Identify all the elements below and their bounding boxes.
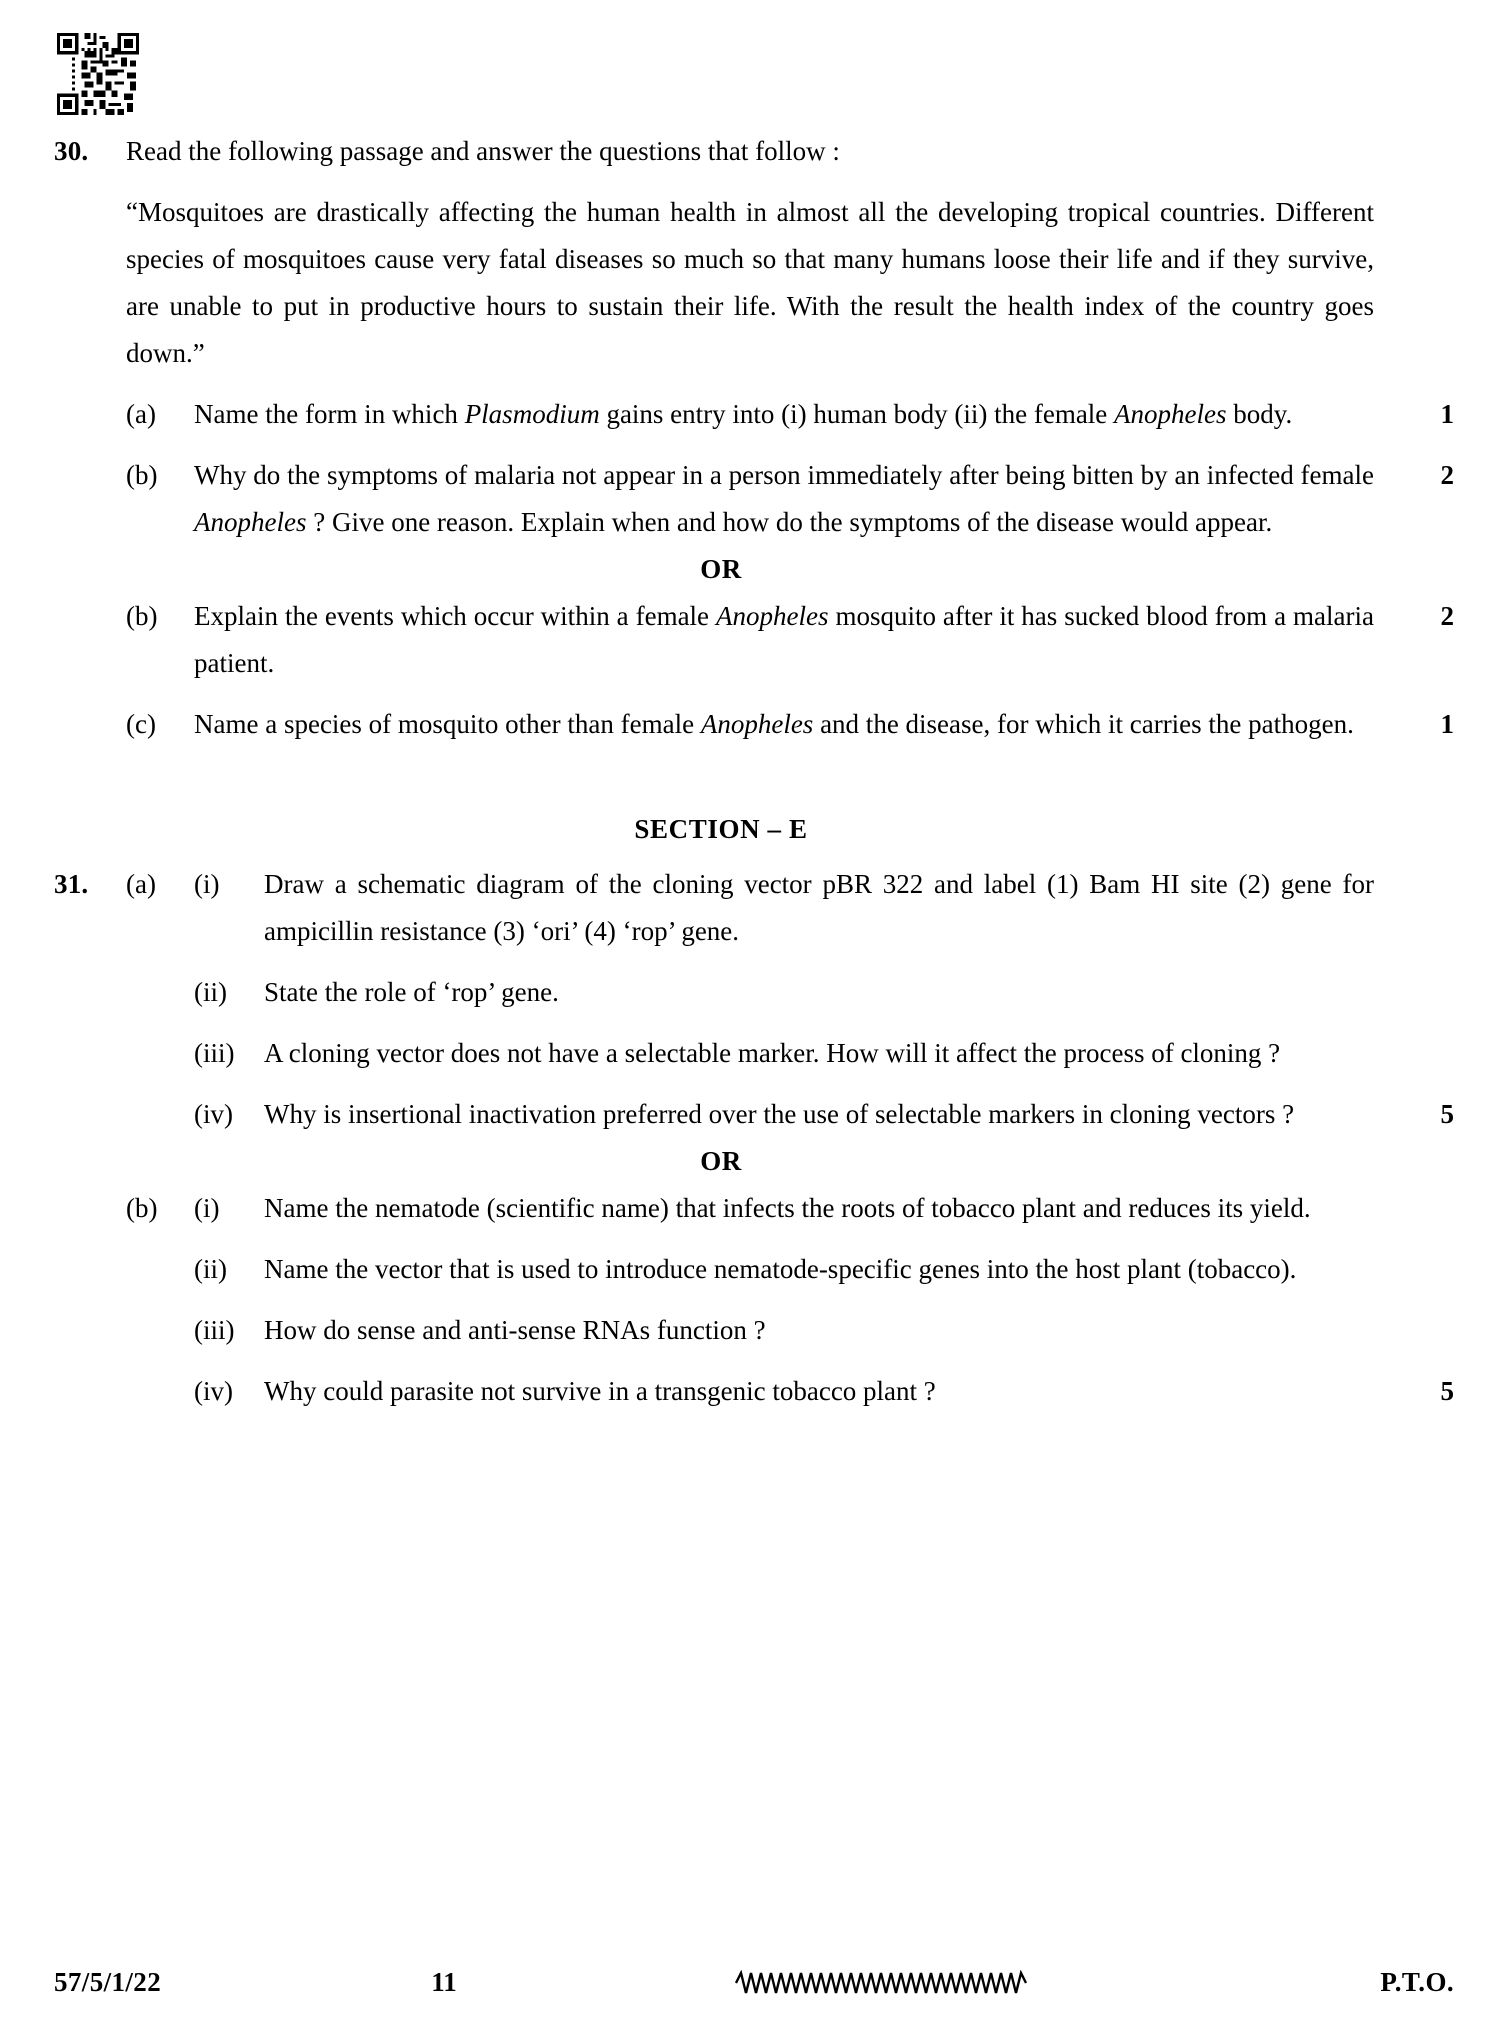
q31b-item-i-text: Name the nematode (scientific name) that infects the roots of tobacco plant and reduces its yield.: [264, 1193, 1311, 1223]
part-b2-text-1: Explain the events which occur within a female: [194, 601, 717, 631]
page-footer: [54, 1967, 1454, 1998]
part-b2-label: (b): [126, 601, 158, 631]
part-b2-marks: 2: [1440, 601, 1454, 631]
question-31-option-b-label: (b): [126, 1193, 158, 1223]
q31a-item-i-text: Draw a schematic diagram of the cloning vector pBR 322 and label (1) Bam HI site (2) gene for ampicillin resistance (3) ‘ori’ (4) ‘rop’ gene.: [264, 869, 1374, 946]
q31a-roman-ii: (ii): [194, 977, 227, 1007]
q31a-item-iii-text: A cloning vector does not have a selectable marker. How will it affect the process of cloning ?: [264, 1038, 1281, 1068]
question-31-a-iv: [54, 1091, 1454, 1138]
q31a-roman-iv: (iv): [194, 1099, 233, 1129]
question-30-prompt: Read the following passage and answer the questions that follow :: [126, 136, 840, 166]
part-b1-label: (b): [126, 460, 158, 490]
part-c-text: [194, 701, 1374, 748]
part-b1-text: [194, 452, 1374, 546]
part-a-text-3: body.: [1226, 399, 1293, 429]
question-31-number: 31.: [54, 869, 89, 899]
part-c-marks: 1: [1440, 709, 1454, 739]
part-a-marks: 1: [1440, 399, 1454, 429]
part-b1-text-2: ? Give one reason. Explain when and how do the symptoms of the disease would appear.: [306, 507, 1273, 537]
q31a-item-ii-text: State the role of ‘rop’ gene.: [264, 977, 559, 1007]
q31a-roman-iii: (iii): [194, 1038, 235, 1068]
question-31-b-i: [54, 1185, 1454, 1232]
question-30-part-b1: [54, 452, 1454, 546]
q31b-item-iv-text: Why could parasite not survive in a transgenic tobacco plant ?: [264, 1376, 936, 1406]
q31a-roman-i: (i): [194, 869, 220, 899]
part-b1-text-1: Why do the symptoms of malaria not appear in a person immediately after being bitten by an infected female: [194, 460, 1374, 490]
question-30-part-c: [54, 701, 1454, 748]
question-30-passage-row: [54, 189, 1454, 377]
question-31-or: OR: [700, 1146, 742, 1176]
part-b2-text: [194, 593, 1374, 687]
part-b2-text-2: mosquito after it has sucked blood from a malaria patient.: [194, 601, 1374, 678]
part-a-label: (a): [126, 399, 156, 429]
section-e-heading: SECTION – E: [634, 814, 808, 844]
question-30: [54, 128, 1454, 175]
part-c-label: (c): [126, 709, 156, 739]
question-31-b-iv: [54, 1368, 1454, 1415]
q31b-roman-ii: (ii): [194, 1254, 227, 1284]
question-31-a-iii: [54, 1030, 1454, 1077]
part-c-text-1: Name a species of mosquito other than female: [194, 709, 701, 739]
paper-code: 57/5/1/22: [54, 1967, 162, 1997]
q31a-item-iv-marks: 5: [1440, 1099, 1454, 1129]
q31b-roman-iii: (iii): [194, 1315, 235, 1345]
part-b1-italic-anopheles: Anopheles: [194, 507, 307, 537]
q31b-roman-i: (i): [194, 1193, 220, 1223]
question-30-or: OR: [700, 554, 742, 584]
part-a-italic-anopheles: Anopheles: [1114, 399, 1227, 429]
page-number: 11: [431, 1967, 457, 1997]
question-31-a-ii: [54, 969, 1454, 1016]
q31b-roman-iv: (iv): [194, 1376, 233, 1406]
part-b2-italic-anopheles: Anopheles: [716, 601, 829, 631]
q31b-item-iv-marks: 5: [1440, 1376, 1454, 1406]
q31b-item-ii-text: Name the vector that is used to introduce nematode-specific genes into the host plant (tobacco).: [264, 1254, 1297, 1284]
question-30-number: 30.: [54, 136, 89, 166]
part-c-text-2: and the disease, for which it carries the pathogen.: [813, 709, 1354, 739]
question-30-part-a: [54, 391, 1454, 438]
question-30-passage: “Mosquitoes are drastically affecting the human health in almost all the developing tropical countries. Different species of mosquitoes cause very fatal diseases so much so that many humans loose their life and if they survive, are unable to put in productive hours to sustain their life. With the result the health index of the country goes down.”: [126, 197, 1374, 368]
part-a-italic-plasmodium: Plasmodium: [464, 399, 600, 429]
squiggle-divider-icon: [534, 1970, 1234, 1996]
question-31-option-a-label: (a): [126, 869, 156, 899]
question-30-part-b2: [54, 593, 1454, 687]
q31a-item-iv-text: Why is insertional inactivation preferred over the use of selectable markers in cloning vectors ?: [264, 1099, 1295, 1129]
question-content: [54, 128, 1454, 1415]
question-31-b-ii: [54, 1246, 1454, 1293]
part-a-text: [194, 391, 1374, 438]
pto-label: P.T.O.: [1380, 1967, 1454, 1997]
question-31-a-i: [54, 861, 1454, 955]
qr-code-icon: [54, 30, 142, 118]
part-b1-marks: 2: [1440, 460, 1454, 490]
part-a-text-2: gains entry into (i) human body (ii) the female: [599, 399, 1115, 429]
part-a-text-1: Name the form in which: [194, 399, 465, 429]
part-c-italic-anopheles: Anopheles: [700, 709, 814, 739]
q31b-item-iii-text: How do sense and anti-sense RNAs function ?: [264, 1315, 766, 1345]
question-31-b-iii: [54, 1307, 1454, 1354]
